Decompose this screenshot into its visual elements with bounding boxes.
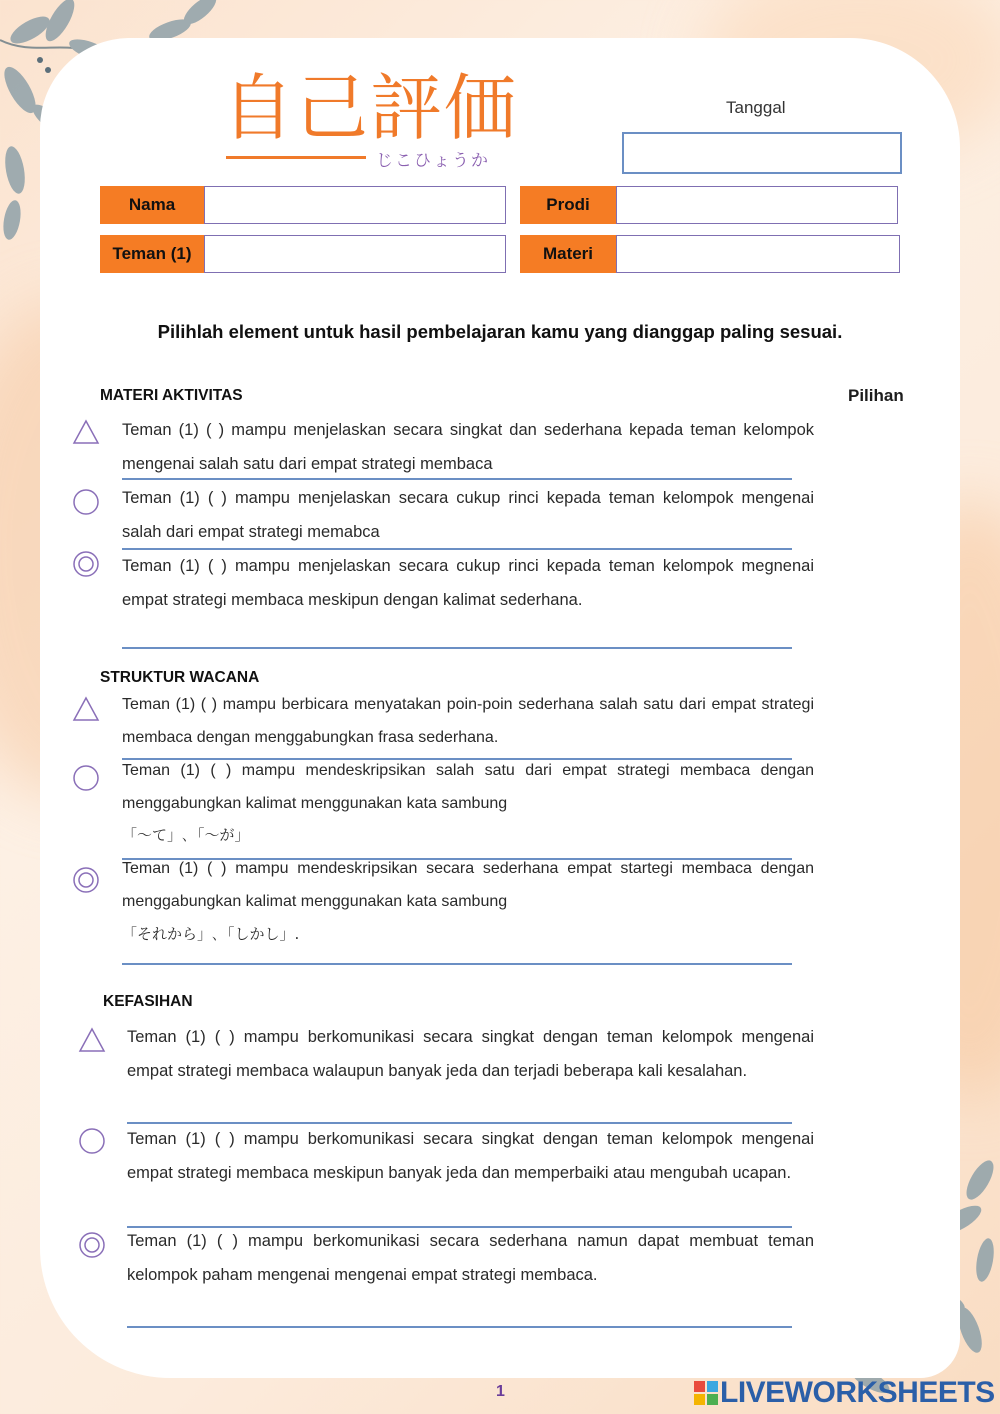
page-title-reading: じこひょうか — [376, 151, 490, 171]
date-field[interactable] — [622, 132, 902, 174]
list-item: Teman (1) ( ) mampu berbicara menyatakan poin-poin sederhana salah satu dari empat strategi membaca dengan menggabungkan frasa sederhana. — [122, 696, 814, 746]
divider — [122, 647, 792, 649]
date-label: Tanggal — [726, 98, 786, 117]
nama-field[interactable] — [204, 186, 506, 224]
section-title: KEFASIHAN — [103, 993, 193, 1010]
list-item: Teman (1) ( ) mampu berkomunikasi secara singkat dengan teman kelompok mengenai empat strategi membaca walaupun banyak jeda dan terjadi beberapa kali kesalahan. — [127, 1028, 814, 1080]
list-item: Teman (1) ( ) mampu menjelaskan secara cukup rinci kepada teman kelompok megnenai empat strategi membaca meskipun dengan kalimat sederhana. — [122, 557, 814, 609]
title-underline — [226, 156, 366, 159]
section-title: STRUKTUR WACANA — [100, 669, 260, 686]
triangle-icon[interactable] — [72, 418, 100, 446]
instruction-text: Pilihlah element untuk hasil pembelajaran kamu yang dianggap paling sesuai. — [157, 321, 843, 342]
brand-logo — [694, 1376, 995, 1410]
prodi-label: Prodi — [520, 186, 616, 224]
choice-header: Pilihan — [848, 386, 904, 405]
divider — [122, 963, 792, 965]
list-item: Teman (1) ( ) mampu mendeskripsikan secara sederhana empat startegi membaca dengan menggabungkan kalimat menggunakan kata sambung — [122, 860, 814, 910]
prodi-field[interactable] — [616, 186, 898, 224]
materi-field[interactable] — [616, 235, 900, 273]
teman-field[interactable] — [204, 235, 506, 273]
list-item: Teman (1) ( ) mampu mendeskripsikan salah satu dari empat strategi membaca dengan menggabungkan kalimat menggunakan kata sambung — [122, 762, 814, 812]
liveworksheets-logo-icon — [694, 1381, 718, 1405]
list-item: Teman (1) ( ) mampu menjelaskan secara cukup rinci kepada teman kelompok mengenai salah dari empat strategi memabca — [122, 489, 814, 541]
circle-icon[interactable] — [72, 488, 100, 516]
triangle-icon[interactable] — [72, 695, 100, 723]
conjunction-examples: 「それから」､「しかし」. — [122, 925, 300, 943]
teman-label: Teman (1) — [100, 235, 204, 273]
nama-label: Nama — [100, 186, 204, 224]
materi-label: Materi — [520, 235, 616, 273]
double-circle-icon[interactable] — [72, 866, 100, 894]
triangle-icon[interactable] — [78, 1026, 106, 1054]
double-circle-icon[interactable] — [72, 550, 100, 578]
circle-icon[interactable] — [72, 764, 100, 792]
page-title: 自己評価 — [222, 66, 519, 150]
section-title: MATERI AKTIVITAS — [100, 387, 243, 404]
page-number: 1 — [496, 1383, 505, 1400]
list-item: Teman (1) ( ) mampu berkomunikasi secara sederhana namun dapat membuat teman kelompok paham mengenai mengenai empat strategi membaca. — [127, 1232, 814, 1284]
list-item: Teman (1) ( ) mampu berkomunikasi secara singkat dengan teman kelompok mengenai empat strategi membaca meskipun banyak jeda dan memperbaiki atau mengubah ucapan. — [127, 1130, 814, 1182]
conjunction-examples: 「〜て」､「〜が」 — [122, 826, 250, 844]
circle-icon[interactable] — [78, 1127, 106, 1155]
double-circle-icon[interactable] — [78, 1231, 106, 1259]
divider — [127, 1326, 792, 1328]
list-item: Teman (1) ( ) mampu menjelaskan secara singkat dan sederhana kepada teman kelompok mengenai salah satu dari empat strategi membaca — [122, 421, 814, 473]
divider — [122, 478, 792, 480]
brand-name: LIVEWORKSHEETS — [720, 1376, 995, 1409]
